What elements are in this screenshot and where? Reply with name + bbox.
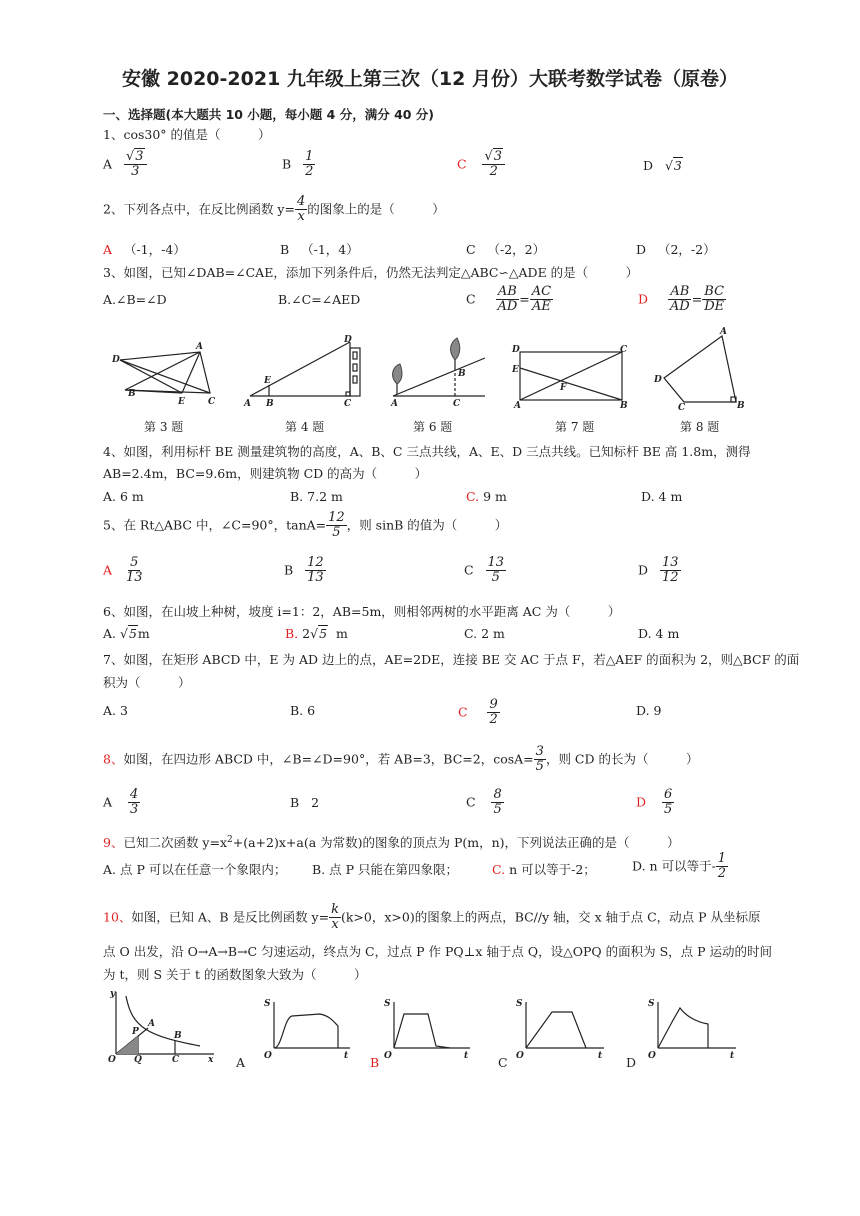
q5-option-b: B $\frac{12}{13}$: [284, 555, 324, 586]
qb-s: S: [384, 999, 391, 1009]
q9-option-a: A. 点 P 可以在任意一个象限内；: [103, 862, 287, 877]
f7-label-e: E: [512, 365, 519, 375]
question-10-line2: 点 O 出发，沿 O→A→B→C 匀速运动，终点为 C，过点 P 作 PQ⊥x 轴于点 Q，设△OPQ 的面积为 S，点 P 运动的时间: [103, 944, 773, 959]
q8-option-c: C $\frac{8}{5}$: [466, 787, 502, 818]
figure-q7: [510, 342, 634, 410]
qa-o: O: [264, 1051, 272, 1060]
qc-t: t: [598, 1051, 603, 1060]
q7-option-b: B. 6: [290, 703, 316, 718]
caption-q6: 第 6 题: [413, 420, 453, 434]
f4-label-a: A: [244, 399, 251, 409]
q2-option-c: C （-2，2）: [466, 242, 546, 257]
page-title: 安徽 2020-2021 九年级上第三次（12 月份）大联考数学试卷（原卷）: [122, 68, 738, 90]
q10-label-c: C: [172, 1055, 180, 1064]
q8-option-b: B 2: [290, 795, 320, 810]
question-4-line2: AB=2.4m，BC=9.6m，则建筑物 CD 的高为（ ）: [103, 466, 428, 481]
question-9-stem: 9、已知二次函数 $y=x^2+(a+2)x+a(a$ 为常数)的图象的顶点为 P(m，n)，下列说法正确的是（ ）: [103, 834, 680, 850]
q10-label-a: A: [148, 1019, 155, 1029]
q6-option-b: B. 2√5 m: [285, 626, 348, 641]
q10-label-x: x: [208, 1055, 214, 1064]
f4-label-d: D: [344, 335, 352, 345]
question-1-stem: 1、cos30° 的值是（ ）: [103, 127, 271, 142]
figure-q6: [385, 336, 495, 410]
q2-option-d: D （2，-2）: [636, 242, 716, 257]
qd-t: t: [730, 1051, 735, 1060]
f6-label-c: C: [453, 399, 461, 409]
f4-label-e: E: [264, 376, 271, 386]
f3-label-c: C: [208, 397, 216, 407]
q4-option-d: D. 4 m: [641, 489, 683, 504]
figure-q8: [650, 326, 750, 410]
q3-option-c: C $\frac{AB}{AD}$ = $\frac{AC}{AE}$: [466, 284, 552, 315]
f3-label-b: B: [128, 389, 136, 399]
qc-s: S: [516, 999, 523, 1009]
question-4-line1: 4、如图，利用标杆 BE 测量建筑物的高度，A、B、C 三点共线，A、E、D 三点共线。已知标杆 BE 高 1.8m，测得: [103, 444, 751, 459]
qa-s: S: [264, 999, 271, 1009]
q9-option-c: C. n 可以等于-2；: [492, 862, 596, 877]
f7-label-d: D: [512, 345, 520, 355]
q10-label-b: B: [174, 1031, 182, 1041]
q8-option-a: A $\frac{4}{3}$: [103, 787, 139, 818]
f7-label-f: F: [560, 383, 567, 393]
q2-option-a: A （-1，-4）: [103, 242, 186, 257]
q1-option-c: C $\frac{√3}{2}$: [457, 150, 505, 180]
q10-label-p: P: [132, 1027, 139, 1037]
question-10-line3: 为 t，则 S 关于 t 的函数图象大致为（ ）: [103, 967, 367, 982]
qc-o: O: [516, 1051, 524, 1060]
q3-option-d: D $\frac{AB}{AD}$ = $\frac{BC}{DE}$: [638, 284, 725, 315]
q4-option-a: A. 6 m: [103, 489, 144, 504]
q4-option-b: B. 7.2 m: [290, 489, 343, 504]
f3-label-a: A: [196, 342, 203, 352]
f8-label-a: A: [720, 327, 727, 337]
caption-q3: 第 3 题: [144, 420, 184, 434]
q8-option-d: D $\frac{6}{5}$: [636, 787, 673, 818]
f6-label-a: A: [391, 399, 398, 409]
q4-option-c: C. 9 m: [466, 489, 507, 504]
f7-label-c: C: [620, 345, 628, 355]
qa-t: t: [344, 1051, 349, 1060]
qd-s: S: [648, 999, 655, 1009]
q3-option-a: A.∠B=∠D: [103, 292, 167, 307]
q10-option-d-letter: D: [626, 1055, 637, 1070]
figure-q3: [110, 338, 230, 410]
q6-option-c: C. 2 m: [464, 626, 505, 641]
f4-label-c: C: [344, 399, 352, 409]
f7-label-b: B: [620, 401, 628, 410]
question-7-line1: 7、如图，在矩形 ABCD 中，E 为 AD 边上的点，AE=2DE，连接 BE 交 AC 于点 F，若△AEF 的面积为 2，则△BCF 的面: [103, 652, 800, 667]
q2-option-b: B （-1，4）: [280, 242, 359, 257]
f3-label-d: D: [112, 355, 120, 365]
q3-option-b: B.∠C=∠AED: [278, 292, 361, 307]
f6-label-b: B: [458, 369, 466, 379]
f8-label-d: D: [654, 375, 662, 385]
q10-option-d-graph: [642, 996, 742, 1060]
q10-option-a-letter: A: [236, 1055, 246, 1070]
q10-option-c-graph: [510, 996, 610, 1060]
f3-label-e: E: [178, 397, 185, 407]
question-7-line2: 积为（ ）: [103, 675, 191, 690]
q7-option-c: C $\frac{9}{2}$: [458, 697, 498, 728]
qb-o: O: [384, 1051, 392, 1060]
section-heading: 一、选择题(本大题共 10 小题，每小题 4 分，满分 40 分): [103, 107, 435, 122]
q7-option-d: D. 9: [636, 703, 662, 718]
question-10-stem: 10、如图，已知 A、B 是反比例函数 y= $\frac{k}{x}$ (k>0，x>0)的图象上的两点，BC//y 轴，交 x 轴于点 C，动点 P 从坐标原: [103, 902, 761, 933]
f8-label-c: C: [678, 403, 686, 410]
question-3-stem: 3、如图，已知∠DAB=∠CAE，添加下列条件后，仍然无法判定△ABC∽△ADE 的是（ ）: [103, 265, 639, 280]
q10-option-a-graph: [258, 996, 358, 1060]
caption-q7: 第 7 题: [555, 420, 595, 434]
q5-option-d: D $\frac{13}{12}$: [638, 555, 679, 586]
q10-option-c-letter: C: [498, 1055, 508, 1070]
question-6-stem: 6、如图，在山坡上种树，坡度 i=1：2，AB=5m，则相邻两树的水平距离 AC 为（ ）: [103, 604, 621, 619]
f8-label-b: B: [737, 401, 745, 410]
figure-q4: [242, 334, 367, 410]
caption-q8: 第 8 题: [680, 420, 720, 434]
f4-label-b: B: [266, 399, 274, 409]
question-8-stem: 8、如图，在四边形 ABCD 中，∠B=∠D=90°，若 AB=3，BC=2，cosA= $\frac{3}{5}$ ，则 CD 的长为（ ）: [103, 744, 699, 775]
qd-o: O: [648, 1051, 656, 1060]
q10-option-b-graph: [378, 996, 478, 1060]
q10-main-graph: [100, 988, 220, 1064]
q7-option-a: A. 3: [103, 703, 128, 718]
q5-option-a: A $\frac{5}{13}$: [103, 555, 143, 586]
q10-label-o: O: [108, 1055, 116, 1064]
q6-option-d: D. 4 m: [638, 626, 680, 641]
q1-option-d: D √3: [643, 158, 682, 173]
question-2-stem: 2、下列各点中，在反比例函数 y= $\frac{4}{x}$ 的图象上的是（ ）: [103, 194, 445, 225]
q6-option-a: A. √5m: [103, 626, 150, 641]
q1-option-b: B $\frac{1}{2}$: [282, 149, 314, 180]
q1-option-a: A $\frac{√3}{3}$: [103, 150, 147, 180]
qb-t: t: [464, 1051, 469, 1060]
q10-label-y: y: [110, 989, 116, 999]
caption-q4: 第 4 题: [285, 420, 325, 434]
q5-option-c: C $\frac{13}{5}$: [464, 555, 505, 586]
q10-option-b-letter: B: [370, 1055, 380, 1070]
f7-label-a: A: [514, 401, 521, 410]
question-5-stem: 5、在 Rt△ABC 中，∠C=90°，tanA= $\frac{12}{5}$ ，则 sinB 的值为（ ）: [103, 510, 508, 541]
q9-option-d: D. n 可以等于- $\frac{1}{2}$: [632, 851, 727, 882]
q9-option-b: B. 点 P 只能在第四象限；: [312, 862, 459, 877]
q10-label-q: Q: [134, 1055, 142, 1064]
